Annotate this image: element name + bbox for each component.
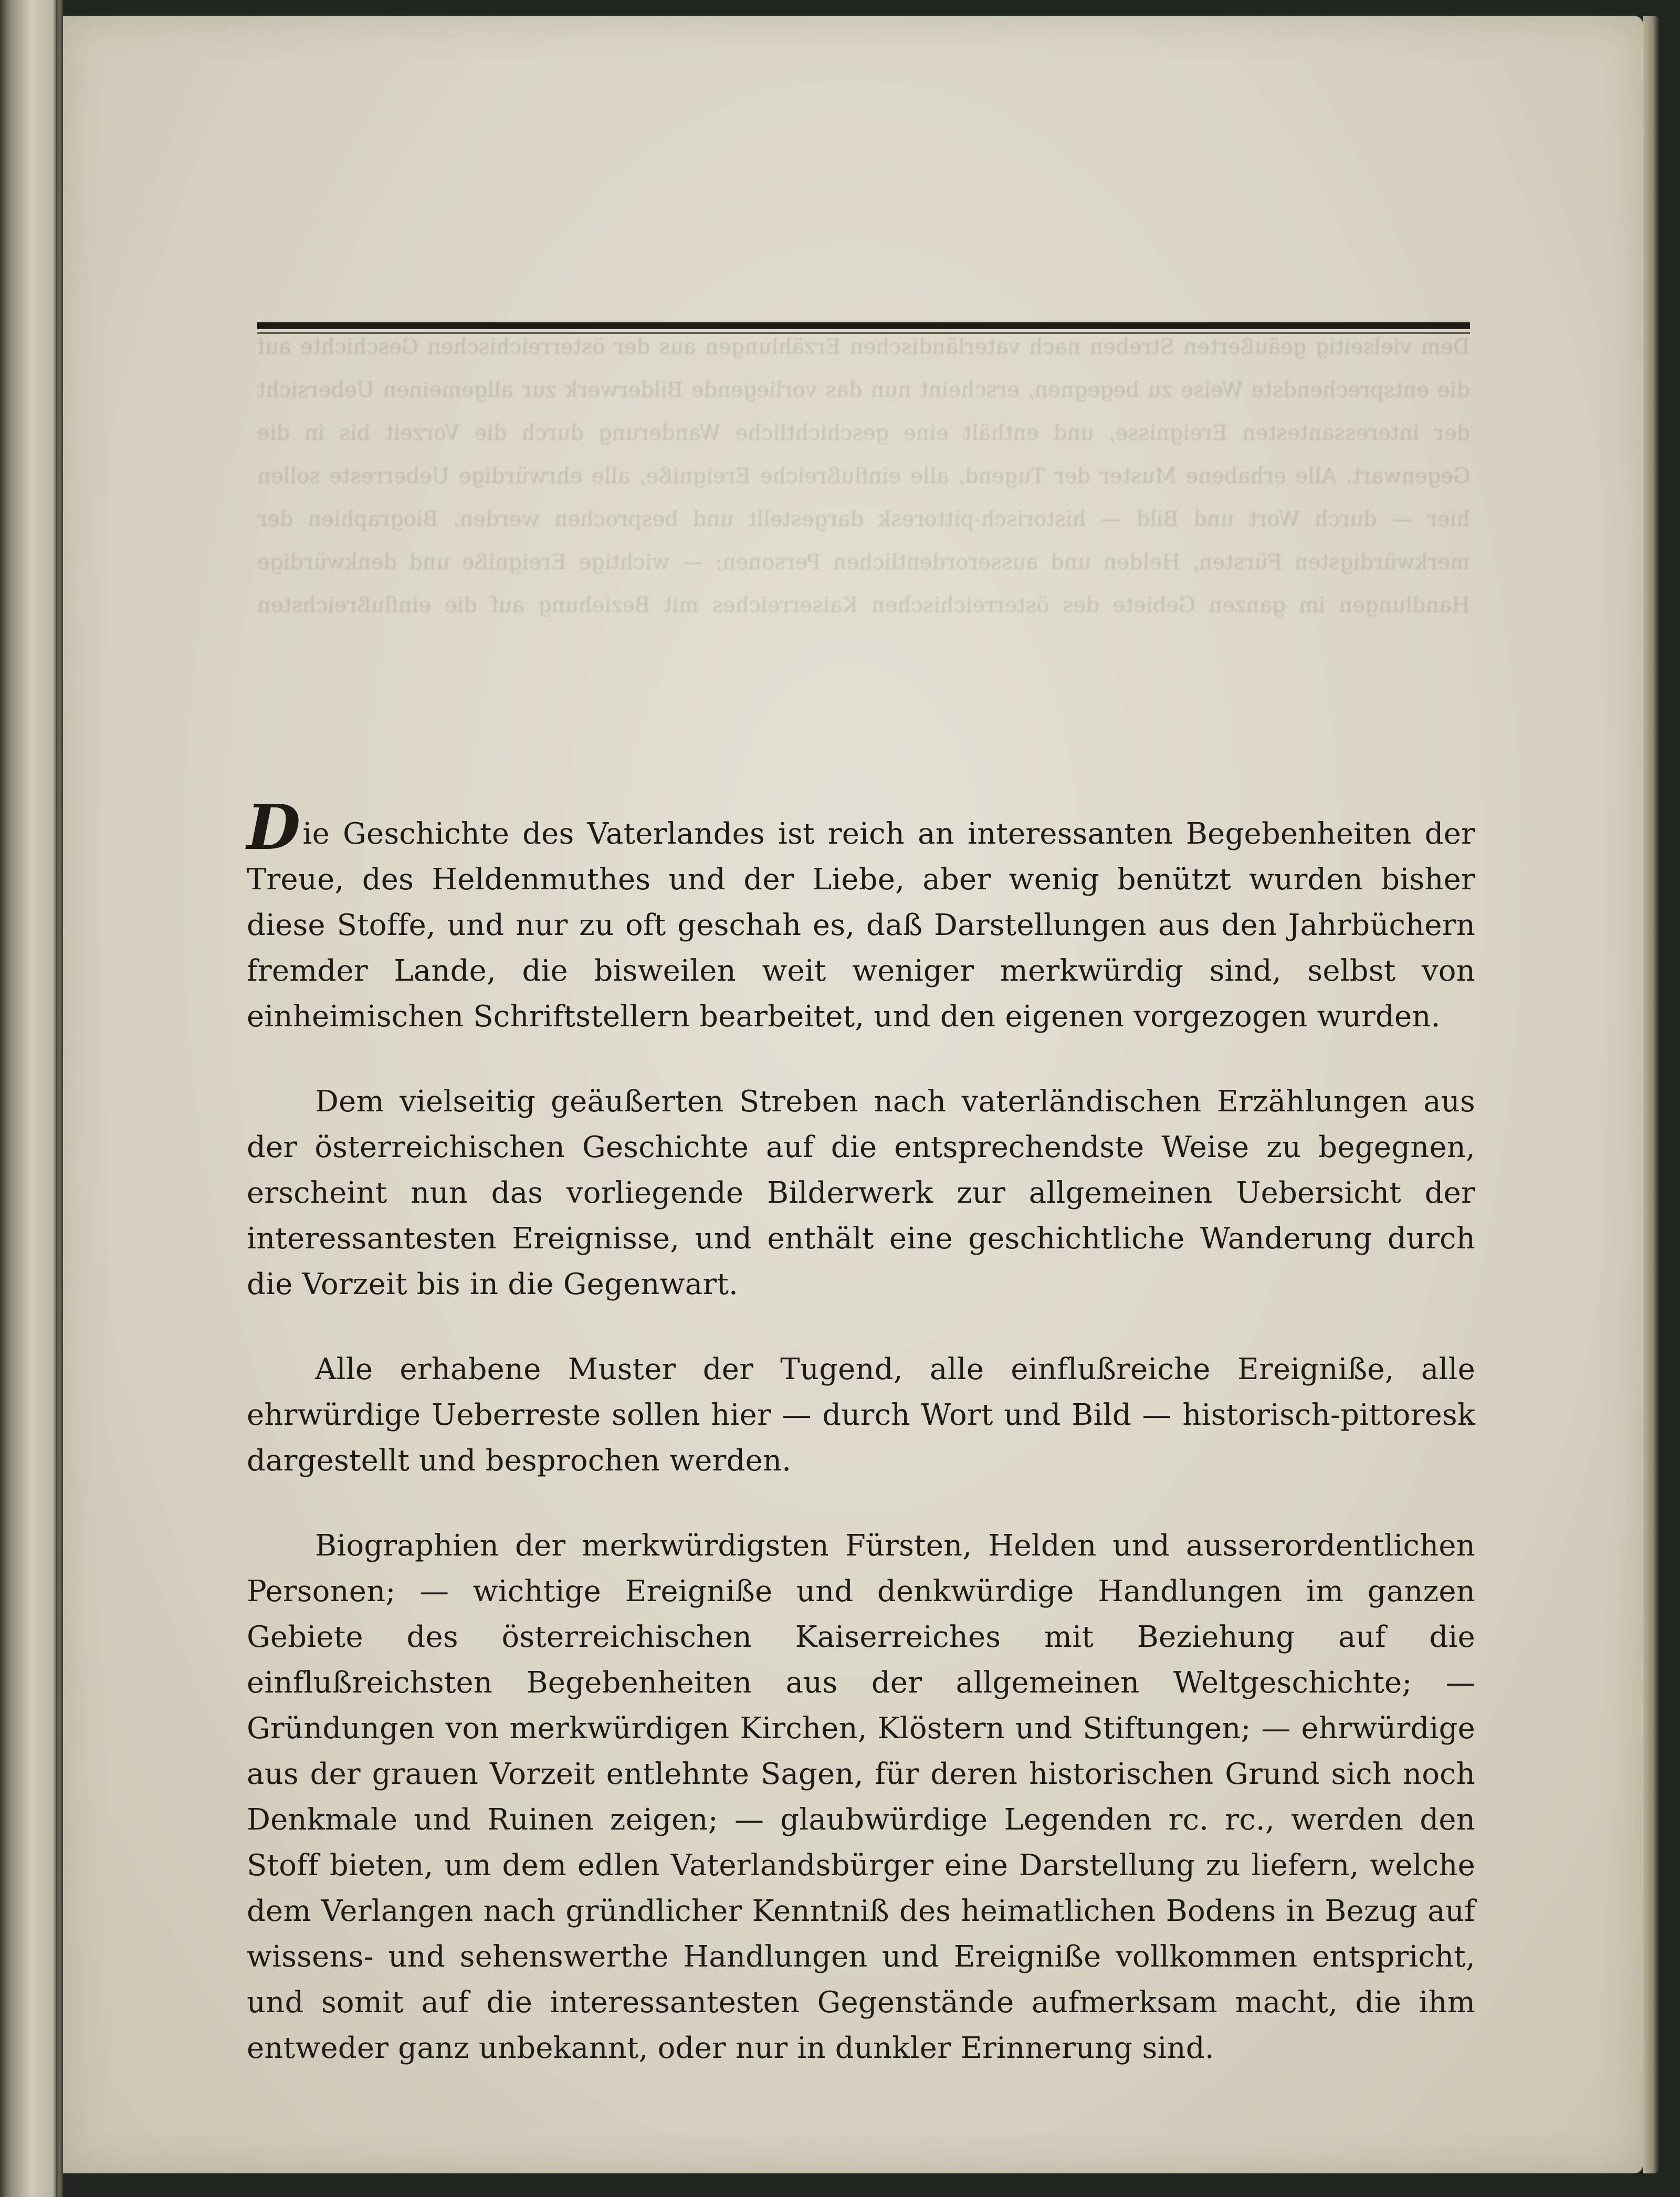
page-fore-edge — [1643, 16, 1659, 2173]
paragraph-1-text: ie Geschichte des Vaterlandes ist reich an interessanten Begebenheiten der Treue, des Heldenmuthes und der Liebe, aber wenig benützt wurden bisher diese Stoffe, und nur zu oft geschah es, daß Darstellungen aus den Jahrbüchern fremder Lande, die bisweilen weit weniger merkwürdig sind, selbst von einheimischen Schriftstellern bearbeitet, und den eigenen vorgezogen wurden. — [247, 817, 1475, 1034]
paragraph-1 — [247, 791, 1475, 1039]
drop-cap: D — [247, 791, 301, 864]
body-text — [247, 791, 1475, 2071]
paragraph-3: Alle erhabene Muster der Tugend, alle einflußreiche Ereigniße, alle ehrwürdige Ueberreste sollen hier — durch Wort und Bild — historisch-pittoresk dargestellt und besprochen werden. — [247, 1352, 1475, 1478]
paragraph-2: Dem vielseitig geäußerten Streben nach vaterländischen Erzählungen aus der österreichischen Geschichte auf die entsprechendste Weise zu begegnen, erscheint nun das vorliegende Bilderwerk zur allgemeinen Uebersicht der interessantesten Ereignisse, und enthält eine geschichtliche Wanderung durch die Vorzeit bis in die Gegenwart. — [247, 1085, 1475, 1301]
book-gutter — [56, 0, 63, 2197]
reverse-side-bleed-through: Dem vielseitig geäußerten Streben nach vaterländischen Erzählungen aus der österreichischen Geschichte auf die entsprechendste Weise zu begegnen, erscheint nun das vorliegende Bilderwerk zur allgemeinen Uebersicht der interessantesten Ereignisse, und enthält eine geschichtliche Wanderung durch die Vorzeit bis in die Gegenwart. Alle erhabene Muster der Tugend, alle einflußreiche Ereigniße, alle ehrwürdige Ueberreste sollen hier — durch Wort und Bild — historisch-pittoresk dargestellt und besprochen werden. Biographien der merkwürdigsten Fürsten, Helden und ausserordentlichen Personen; — wichtige Ereigniße und denkwürdige Handlungen im ganzen Gebiete des österreichischen Kaiserreiches mit Beziehung auf die einflußreichsten — [257, 335, 1470, 617]
header-rule — [257, 322, 1470, 329]
facing-page-edge — [0, 0, 60, 2197]
paragraph-4: Biographien der merkwürdigsten Fürsten, Helden und ausserordentlichen Personen; — wichtige Ereigniße und denkwürdige Handlungen im ganzen Gebiete des österreichischen Kaiserreiches mit Beziehung auf die einflußreichsten Begebenheiten aus der allgemeinen Weltgeschichte; — Gründungen von merkwürdigen Kirchen, Klöstern und Stiftungen; — ehrwürdige aus der grauen Vorzeit entlehnte Sagen, für deren historischen Grund sich noch Denkmale und Ruinen zeigen; — glaubwürdige Legenden rc. rc., werden den Stoff bieten, um dem edlen Vaterlandsbürger eine Darstellung zu liefern, welche dem Verlangen nach gründlicher Kenntniß des heimatlichen Bodens in Bezug auf wissens- und sehenswerthe Handlungen und Ereigniße vollkommen entspricht, und somit auf die interessantesten Gegenstände aufmerksam macht, die ihm entweder ganz unbekannt, oder nur in dunkler Erinnerung sind. — [247, 1529, 1475, 2065]
